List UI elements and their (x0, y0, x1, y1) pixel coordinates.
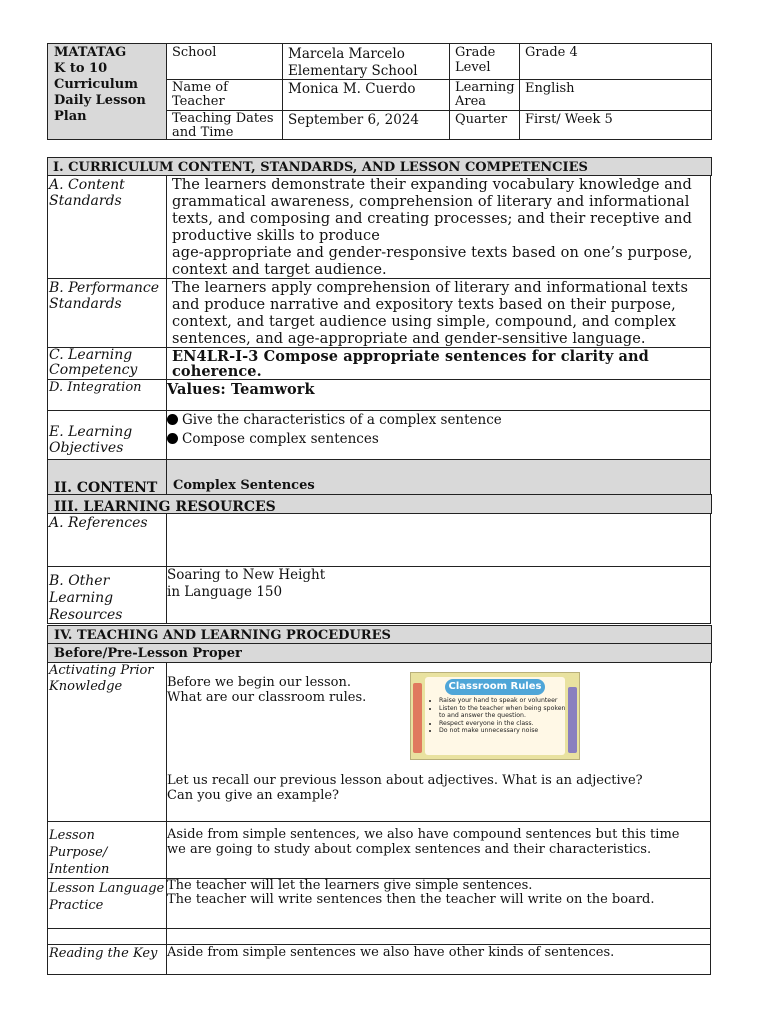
purpose-label: Lesson Purpose/ Intention (47, 821, 167, 879)
language-practice-label: Lesson Language Practice (47, 878, 167, 929)
spacer-row (166, 928, 711, 945)
purpose-text: Aside from simple sentences, we also have compound sentences but this time we are going to study about complex sentences and their characteristics. (166, 821, 711, 879)
poster-rule: • Do not make unnecessary noise (439, 727, 571, 735)
activating-text-b: Let us recall our previous lesson about adjectives. What is an adjective? Can you give an example? (167, 773, 643, 803)
teacher-value: Monica M. Cuerdo (282, 79, 450, 111)
objectives-list (166, 410, 711, 460)
references-value (166, 513, 711, 567)
area-value: English (519, 79, 712, 111)
activating-label: Activating Prior Knowledge (47, 662, 167, 822)
competency-label: C. Learning Competency (47, 347, 167, 380)
teacher-label: Name of Teacher (166, 79, 283, 111)
section-4-subtitle: Before/Pre-Lesson Proper (47, 643, 712, 663)
grade-label: Grade Level (449, 43, 520, 80)
reading-key-label: Reading the Key (47, 944, 167, 975)
quarter-label: Quarter (449, 110, 520, 140)
performance-standards-label: B. Performance Standards (47, 278, 167, 348)
content-value: Complex Sentences (166, 459, 711, 495)
references-label: A. References (47, 513, 167, 567)
activating-text-a: Before we begin our lesson. What are our classroom rules. (167, 675, 367, 705)
poster-rule: • Respect everyone in the class. (439, 720, 571, 728)
school-label: School (166, 43, 283, 80)
objective-item: Compose complex sentences (167, 430, 710, 449)
classroom-rules-poster (410, 672, 580, 760)
integration-value: Values: Teamwork (166, 379, 711, 411)
plan-title-line: Daily Lesson (54, 93, 146, 108)
quarter-value: First/ Week 5 (519, 110, 712, 140)
competency-text: EN4LR-I-3 Compose appropriate sentences for clarity and coherence. (166, 347, 711, 380)
plan-title (47, 43, 167, 140)
section-2-title: II. CONTENT (47, 459, 167, 495)
plan-title-line: Curriculum (54, 77, 138, 92)
content-standards-label: A. Content Standards (47, 175, 167, 279)
objective-item: Give the characteristics of a complex sentence (167, 411, 710, 430)
plan-title-line: Plan (54, 109, 87, 124)
poster-title: Classroom Rules (445, 679, 545, 695)
section-3-title: III. LEARNING RESOURCES (47, 494, 712, 514)
plan-title-line: K to 10 (54, 61, 108, 76)
plan-title-line: MATATAG (54, 45, 127, 60)
other-resources-value: Soaring to New Height in Language 150 (166, 566, 711, 624)
section-1-title: I. CURRICULUM CONTENT, STANDARDS, AND LESSON COMPETENCIES (47, 157, 712, 176)
objectives-label: E. Learning Objectives (47, 410, 167, 460)
other-resources-label: B. Other Learning Resources (47, 566, 167, 624)
poster-rules-list (429, 697, 571, 735)
content-standards-text: The learners demonstrate their expanding vocabulary knowledge and grammatical awareness, comprehension of literary and informational texts, and composing and creating processes; and their receptive and productive skills to produce age-appropriate and gender-responsive texts based on one’s purpose, context and target audience. (166, 175, 711, 279)
school-value: Marcela Marcelo Elementary School (282, 43, 450, 80)
reading-key-text: Aside from simple sentences we also have other kinds of sentences. (166, 944, 711, 975)
area-label: Learning Area (449, 79, 520, 111)
section-4-title: IV. TEACHING AND LEARNING PROCEDURES (47, 625, 712, 644)
poster-rule: • Listen to the teacher when being spoken to and answer the question. (439, 705, 571, 720)
poster-rule: • Raise your hand to speak or volunteer (439, 697, 571, 705)
poster-decoration (413, 683, 422, 753)
dates-label: Teaching Dates and Time (166, 110, 283, 140)
poster-board (425, 677, 565, 755)
grade-value: Grade 4 (519, 43, 712, 80)
language-practice-text: The teacher will let the learners give simple sentences. The teacher will write sentences then the teacher will write on the board. (166, 878, 711, 929)
integration-label: D. Integration (47, 379, 167, 411)
dates-value: September 6, 2024 (282, 110, 450, 140)
spacer-row (47, 928, 167, 945)
performance-standards-text: The learners apply comprehension of literary and informational texts and produce narrative and expository texts based on their purpose, context, and target audience using simple, compound, and complex sentences, and age-appropriate and gender-sensitive language. (166, 278, 711, 348)
